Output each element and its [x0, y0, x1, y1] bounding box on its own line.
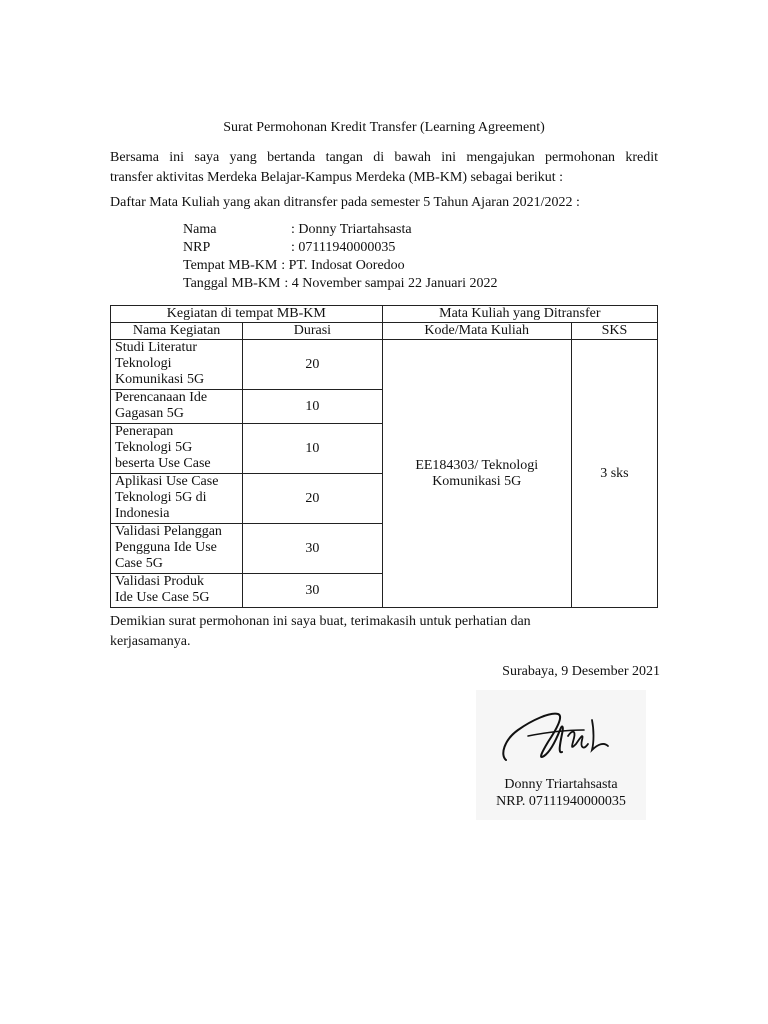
signer-block	[476, 776, 646, 810]
info-row-nrp	[183, 239, 497, 257]
activity-name-cell	[111, 524, 243, 574]
nrp-label: NRP	[183, 240, 211, 255]
activity-name-line: Aplikasi Use Case	[115, 474, 219, 489]
activity-name-line: Teknologi 5G di	[115, 490, 207, 505]
nama-value: : Donny Triartahsasta	[291, 222, 412, 237]
duration-cell: 20	[243, 340, 382, 390]
duration-cell: 20	[243, 474, 382, 524]
column-header-activity-name: Nama Kegiatan	[111, 323, 243, 340]
nrp-value: : 07111940000035	[291, 240, 396, 255]
duration-cell: 30	[243, 574, 382, 608]
intro-paragraph	[110, 148, 658, 188]
activity-name-cell	[111, 474, 243, 524]
duration-cell: 30	[243, 524, 382, 574]
activity-name-line: Gagasan 5G	[115, 406, 184, 421]
info-row-nama	[183, 221, 497, 239]
activity-name-line: Validasi Pelanggan	[115, 524, 222, 539]
group-header-activities: Kegiatan di tempat MB-KM	[111, 306, 383, 323]
course-code-line: Komunikasi 5G	[432, 473, 522, 489]
activity-name-line: Validasi Produk	[115, 574, 205, 589]
intro-line-2: transfer aktivitas Merdeka Belajar-Kampus Merdeka (MB-KM) sebagai berikut :	[110, 170, 564, 185]
tanggal-label: Tanggal MB-KM	[183, 276, 281, 291]
place-date: Surabaya, 9 Desember 2021	[502, 664, 660, 679]
column-header-sks: SKS	[571, 323, 657, 340]
activity-name-line: Studi Literatur	[115, 340, 198, 355]
activity-name-line: Teknologi	[115, 356, 172, 371]
activity-name-cell	[111, 574, 243, 608]
info-row-tanggal	[183, 275, 497, 293]
activity-name-line: Pengguna Ide Use	[115, 540, 217, 555]
handwritten-signature	[498, 700, 628, 770]
tanggal-value: : 4 November sampai 22 Januari 2022	[284, 276, 498, 291]
duration-cell: 10	[243, 424, 382, 474]
activity-name-line: Case 5G	[115, 556, 163, 571]
intro-line-1: Bersama ini saya yang bertanda tangan di bawah ini mengajukan permohonan kredit	[110, 150, 658, 165]
closing-line-1: Demikian surat permohonan ini saya buat, terimakasih untuk perhatian dan	[110, 614, 531, 629]
duration-cell: 10	[243, 390, 382, 424]
course-code-cell	[382, 340, 571, 608]
sks-cell: 3 sks	[571, 340, 657, 608]
course-intro: Daftar Mata Kuliah yang akan ditransfer pada semester 5 Tahun Ajaran 2021/2022 :	[110, 195, 580, 210]
activity-name-line: Perencanaan Ide	[115, 390, 208, 405]
closing-line-2: kerjasamanya.	[110, 634, 191, 649]
closing-paragraph	[110, 612, 590, 652]
signer-name: Donny Triartahsasta	[504, 777, 618, 792]
credit-transfer-table	[110, 305, 658, 608]
group-header-courses: Mata Kuliah yang Ditransfer	[382, 306, 657, 323]
activity-name-line: Teknologi 5G	[115, 440, 193, 455]
table-column-header-row	[111, 323, 658, 340]
nama-label: Nama	[183, 222, 217, 237]
activity-name-line: Indonesia	[115, 506, 170, 521]
column-header-duration: Durasi	[243, 323, 382, 340]
table-row	[111, 340, 658, 390]
tempat-label: Tempat MB-KM	[183, 258, 278, 273]
activity-name-cell	[111, 340, 243, 390]
letter-title: Surat Permohonan Kredit Transfer (Learning Agreement)	[223, 120, 545, 135]
activity-name-line: Penerapan	[115, 424, 174, 439]
info-row-tempat	[183, 257, 497, 275]
student-info	[183, 221, 497, 293]
course-code-line: EE184303/ Teknologi	[415, 457, 539, 473]
activity-name-line: beserta Use Case	[115, 456, 211, 471]
signer-nrp: NRP. 07111940000035	[496, 794, 626, 809]
sign-date-block	[460, 664, 660, 680]
activity-name-cell	[111, 390, 243, 424]
activity-name-line: Ide Use Case 5G	[115, 590, 210, 605]
column-header-course-code: Kode/Mata Kuliah	[382, 323, 571, 340]
table-group-header-row	[111, 306, 658, 323]
activity-name-cell	[111, 424, 243, 474]
tempat-value: : PT. Indosat Ooredoo	[281, 258, 405, 273]
activity-name-line: Komunikasi 5G	[115, 372, 205, 387]
